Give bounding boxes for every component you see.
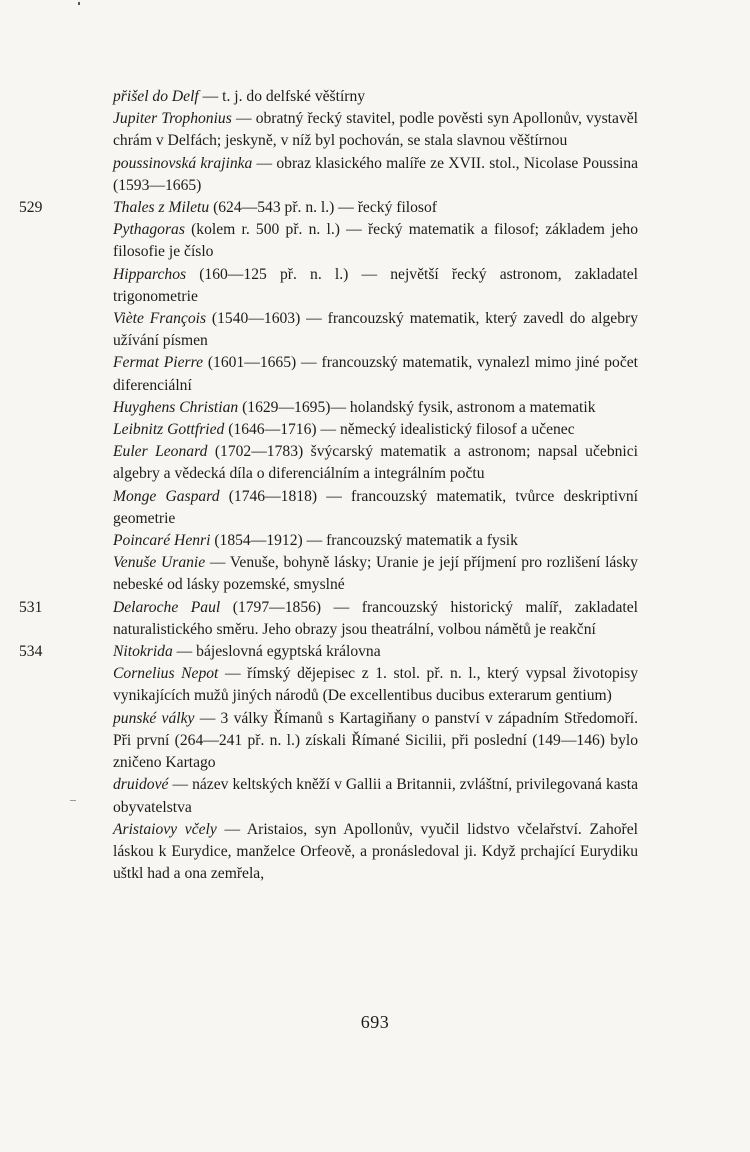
note-entry [113, 108, 638, 152]
note-term: druidové [113, 776, 169, 794]
note-term: Monge Gaspard [113, 487, 220, 505]
note-entry [113, 819, 638, 886]
note-description: (1797—1856) — francouzský historický malíř, zakladatel naturalistického směru. Jeho obrazy jsou theatrální, volbou námětů je reakční [113, 598, 638, 638]
note-term: Hipparchos [113, 265, 187, 283]
note-term: přišel do Delf [113, 88, 199, 105]
note-description: (1540—1603) — francouzský matematik, který zavedl do algebry užívání písmen [113, 310, 638, 350]
note-term: Venuše Uranie [113, 554, 206, 572]
note-description: (624—543 př. n. l.) — řecký filosof [209, 199, 437, 217]
note-term: Thales z Miletu [113, 199, 210, 217]
note-entry [19, 641, 638, 663]
note-entry [113, 530, 638, 552]
note-term: Delaroche Paul [113, 598, 221, 616]
note-description: — bájeslovná egyptská královna [172, 643, 381, 661]
note-description: — Venuše, bohyně lásky; Uranie je její příjmení pro rozlišení lásky nebeské od lásky pozemské, smyslné [113, 554, 638, 594]
note-term: Nitokrida [113, 643, 173, 661]
note-entry [19, 597, 638, 641]
note-term: Aristaiovy včely [113, 820, 217, 838]
margin-mark [70, 800, 76, 801]
note-entry [19, 197, 638, 219]
note-entry [113, 486, 638, 530]
note-term: Euler Leonard [113, 443, 208, 461]
note-entry [113, 86, 638, 108]
note-description: (1601—1665) — francouzský matematik, vynalezl mimo jiné počet diferenciální [113, 354, 638, 394]
note-description: (160—125 př. n. l.) — největší řecký astronom, zakladatel trigonometrie [113, 265, 638, 305]
note-entry [113, 441, 638, 485]
note-term: Cornelius Nepot [113, 665, 219, 683]
note-page-ref: 534 [19, 643, 43, 661]
note-term: poussinovská krajinka [113, 154, 253, 172]
note-entry [113, 663, 638, 707]
note-entry [113, 264, 638, 308]
note-term: Fermat Pierre [113, 354, 204, 372]
note-description: — t. j. do delfské věštírny [198, 88, 366, 105]
note-description: — obraz klasického malíře ze XVII. stol., Nicolase Poussina (1593—1665) [113, 154, 638, 194]
note-description: — název keltských kněží v Gallii a Britannii, zvláštní, privilegovaná kasta obyvatelstva [113, 776, 638, 816]
note-entry [113, 308, 638, 352]
print-speck [78, 2, 80, 5]
note-term: punské války [113, 709, 195, 727]
note-description: (kolem r. 500 př. n. l.) — řecký matematik a filosof; základem jeho filosofie je číslo [113, 221, 638, 261]
note-term: Leibnitz Gottfried [113, 421, 225, 439]
note-description: (1629—1695)— holandský fysik, astronom a matematik [238, 398, 596, 416]
page-number: 693 [360, 1012, 390, 1032]
note-entry [113, 397, 638, 419]
glossary-notes [19, 86, 639, 885]
note-entry [113, 153, 638, 197]
note-description: (1646—1716) — německý idealistický filosof a učenec [224, 421, 575, 439]
note-entry [113, 552, 638, 596]
note-term: Pythagoras [113, 221, 185, 239]
note-term: Poincaré Henri [113, 532, 211, 550]
note-term: Viète François [113, 310, 207, 328]
note-page-ref: 529 [19, 199, 43, 217]
note-entry [113, 708, 638, 775]
note-page-ref: 531 [19, 598, 43, 616]
note-description: (1746—1818) — francouzský matematik, tvůrce deskriptivní geometrie [113, 487, 638, 527]
note-term: Jupiter Trophonius [113, 110, 232, 128]
note-description: (1854—1912) — francouzský matematik a fysik [210, 532, 518, 550]
note-entry [113, 219, 638, 263]
note-description: — 3 války Římanů s Kartagiňany o panství v západním Středomoří. Při první (264—241 př. n. l.) získali Římané Sicilii, při poslední (149—146) bylo zničeno Kartago [113, 709, 639, 772]
note-description: — římský dějepisec z 1. stol. př. n. l., který vypsal životopisy vynikajících mužů jiných národů (De excellentibus ducibus exterarum gentium) [113, 665, 638, 705]
note-description: — obratný řecký stavitel, podle pověsti syn Apollonův, vystavěl chrám v Delfách; jeskyně, v níž byl pochován, se stala slavnou věštírnou [113, 110, 638, 150]
note-entry [113, 419, 638, 441]
note-entry [113, 774, 638, 818]
note-entry [113, 352, 638, 396]
note-description: — Aristaios, syn Apollonův, vyučil lidstvo včelařství. Zahořel láskou k Eurydice, manželce Orfeově, a pronásledoval ji. Když prchající Eurydiku uštkl had a ona zemřela, [113, 820, 638, 883]
note-term: Huyghens Christian [113, 398, 239, 416]
note-description: (1702—1783) švýcarský matematik a astronom; napsal učebnici algebry a vědecká díla o diferenciálním a integrálním počtu [113, 443, 638, 483]
